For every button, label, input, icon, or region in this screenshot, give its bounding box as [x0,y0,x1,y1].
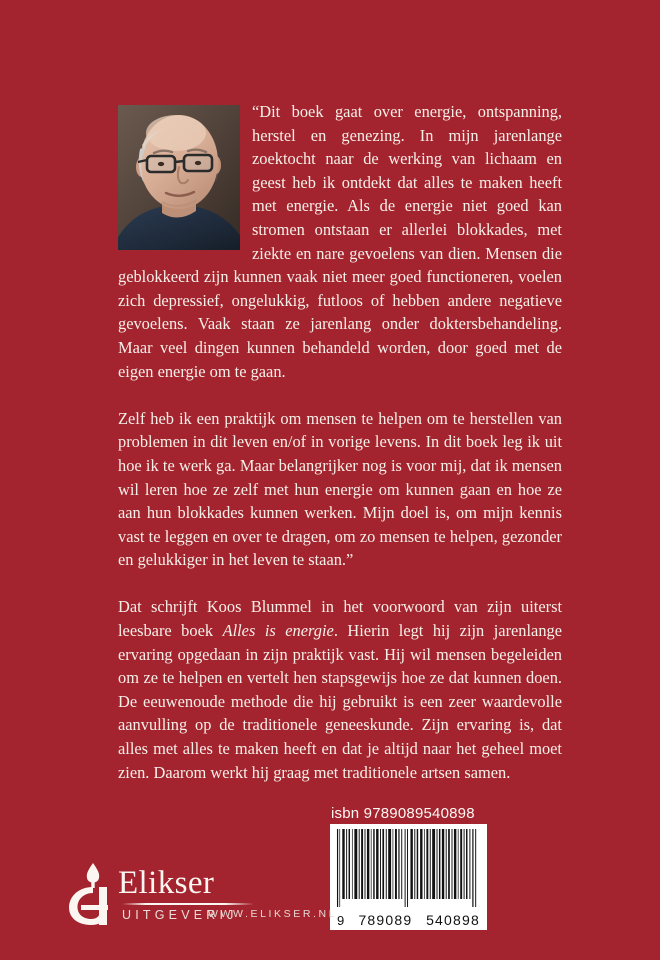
blurb-closing-lead: Dat schrijft Koos Blummel in het voorwoord van zijn uiterst leesbare boek [118,597,562,641]
logo-divider-rule [122,903,254,905]
blurb-paragraph-1: “Dit boek gaat over energie, ontspanning, herstel en genezing. In mijn jarenlange zoektocht naar de werking van lichaam en geest heb ik ontdekt dat alles te maken heeft met energie. Als de energie niet goed kan stromen ontstaan er allerlei blokkades, met ziekte en nare gevoelens van dien. Mensen die geblokkeerd zijn kunnen vaak niet meer goed functioneren, voelen zich depressief, ongelukkig, futloos of hebben andere negatieve gevoelens. Vaak staan ze jarenlang onder doktersbehandeling. Maar veel dingen kunnen behandeld worden, door goed met de eigen energie om te gaan. [118,102,562,381]
flame-shape [87,863,99,883]
book-title: Alles is energie [222,621,334,641]
flame-e-logo-glyph [62,862,124,926]
paragraph-gap [118,572,562,596]
flame-e-logo-icon [62,862,124,926]
paragraph-gap [118,383,562,407]
barcode-left-digit: 9 [337,913,345,928]
blurb-paragraph-2: Zelf heb ik een praktijk om mensen te helpen om te herstellen van problemen in dit leven en/of in vorige levens. In dit boek leg ik uit hoe ik te werk ga. Maar belangrijker nog is voor mij, dat ik mensen wil leren hoe ze zelf met hun energie om kunnen gaan en hoe ze aan hun blokkades kunnen werken. Mijn doel is, om mijn kennis vast te leggen en over te dragen, om zo mensen te helpen, gezonder en gelukkiger in het leven te staan.” [118,408,562,570]
publisher-name: Elikser [118,865,215,901]
logo-crossbar [81,905,108,910]
photo-text-wrap-spacer [118,100,252,252]
publisher-website: WWW.ELIKSER.NL [208,908,338,920]
barcode-group-1: 789089 [358,912,413,928]
isbn-label: isbn 9789089540898 [331,805,475,822]
publisher-subtitle: UITGEVERIJ [122,908,238,922]
back-cover-blurb [118,100,562,784]
blurb-paragraph-3 [118,595,562,784]
blurb-closing-tail: . Hierin legt hij zijn jarenlange ervaring opgedaan in zijn praktijk vast. Hij wil mensen begeleiden om ze te helpen en vertelt hen stapsgewijs hoe ze dat kunnen doen. De eeuwenoude methode die hij gebruikt is een zeer waardevolle aanvulling op de traditionele geneeskunde. Zijn ervaring is, dat alles met alles te maken heeft en dat je altijd naar het geheel moet zien. Daarom werkt hij graag met traditionele artsen samen. [118,621,562,782]
publisher-logo-block [62,858,362,930]
barcode-group-2: 540898 [426,912,480,928]
